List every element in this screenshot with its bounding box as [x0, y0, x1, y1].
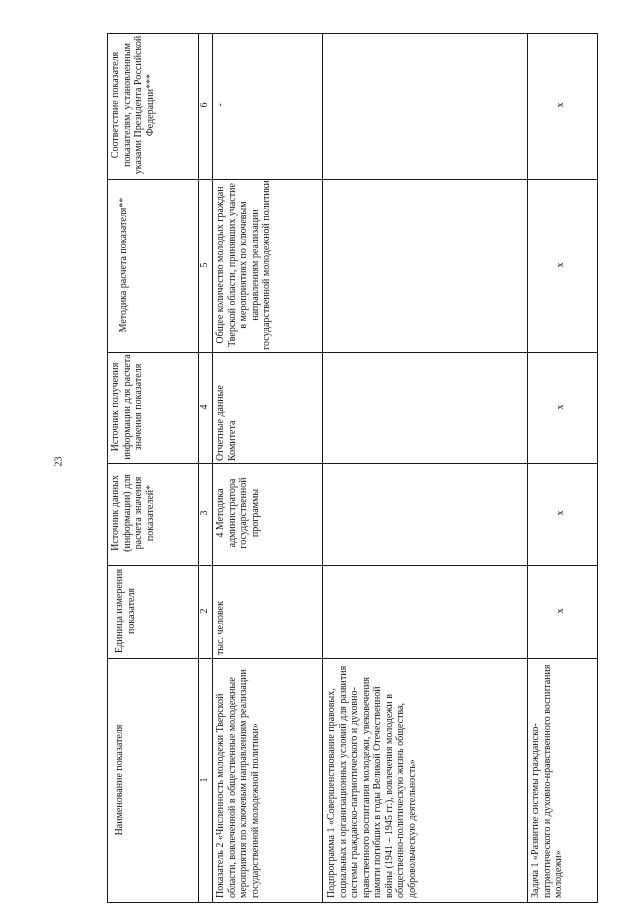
- table-row-task-1-unit: х: [555, 608, 566, 614]
- table-row-task-1-name: Задача 1 «Развитие системы гражданско-патриотического и духовно-нравственного воспитания молодежи»: [530, 664, 564, 898]
- table-row-subprogram-1-name: Подпрограмма 1 «Совершенствование правовых, социальных и организационных условий для развития системы гражданско-патриотического и духовно-нравственного воспитания молодежи, увековечения памяти погибших в годы Великой Отечественной войны (1941 – 1945 гг.), вовлечения молодежи в общественно-политическую жизнь общества, добровольческую деятельность»: [326, 665, 418, 898]
- table-row-indicator-2-data-source: 4 Методика администратора государственной программы: [215, 477, 261, 549]
- col-number-3: 3: [199, 510, 210, 516]
- header-data-source: Источник данных (информации) для расчета значения показателей*: [110, 474, 156, 552]
- col-number-1: 1: [199, 777, 210, 783]
- table-row-task-1-compliance: х: [555, 102, 566, 108]
- header-name: Наименование показателя: [114, 724, 125, 836]
- header-compliance: Соответствие показателя показателям, установленным указами Президента Российской Федерации***: [110, 35, 156, 175]
- table-row-task-1-data-source: х: [555, 510, 566, 516]
- header-info-source: Источник получения информации для расчета значения показателя: [110, 354, 144, 460]
- header-unit: Единица измерения показателя: [114, 568, 137, 654]
- col-number-4: 4: [199, 404, 210, 410]
- table-row-indicator-2-method: Общее количество молодых граждан Тверской области, принявших участие в мероприятиях по ключевым направлениям реализации государственной молодежной политики: [215, 180, 272, 350]
- col-number-6: 6: [199, 102, 210, 108]
- col-number-5: 5: [199, 262, 210, 268]
- header-method: Методика расчета показателя**: [118, 197, 129, 333]
- table-row-indicator-2-compliance: -: [215, 103, 226, 107]
- table-row-indicator-2-name: Показатель 2 «Численность молодежи Тверской области, вовлеченной в общественные молодежные мероприятия по ключевым направлениям реализации государственной молодежной политики»: [215, 669, 261, 898]
- table-row-indicator-2-info-source: Отчетные данные Комитета: [215, 385, 238, 461]
- col-number-2: 2: [199, 608, 210, 614]
- table-row-task-1-method: х: [555, 262, 566, 268]
- table-row-task-1-info-source: х: [555, 404, 566, 410]
- page-number: 23: [53, 456, 65, 467]
- table-row-indicator-2-unit: тыс. человек: [215, 601, 226, 655]
